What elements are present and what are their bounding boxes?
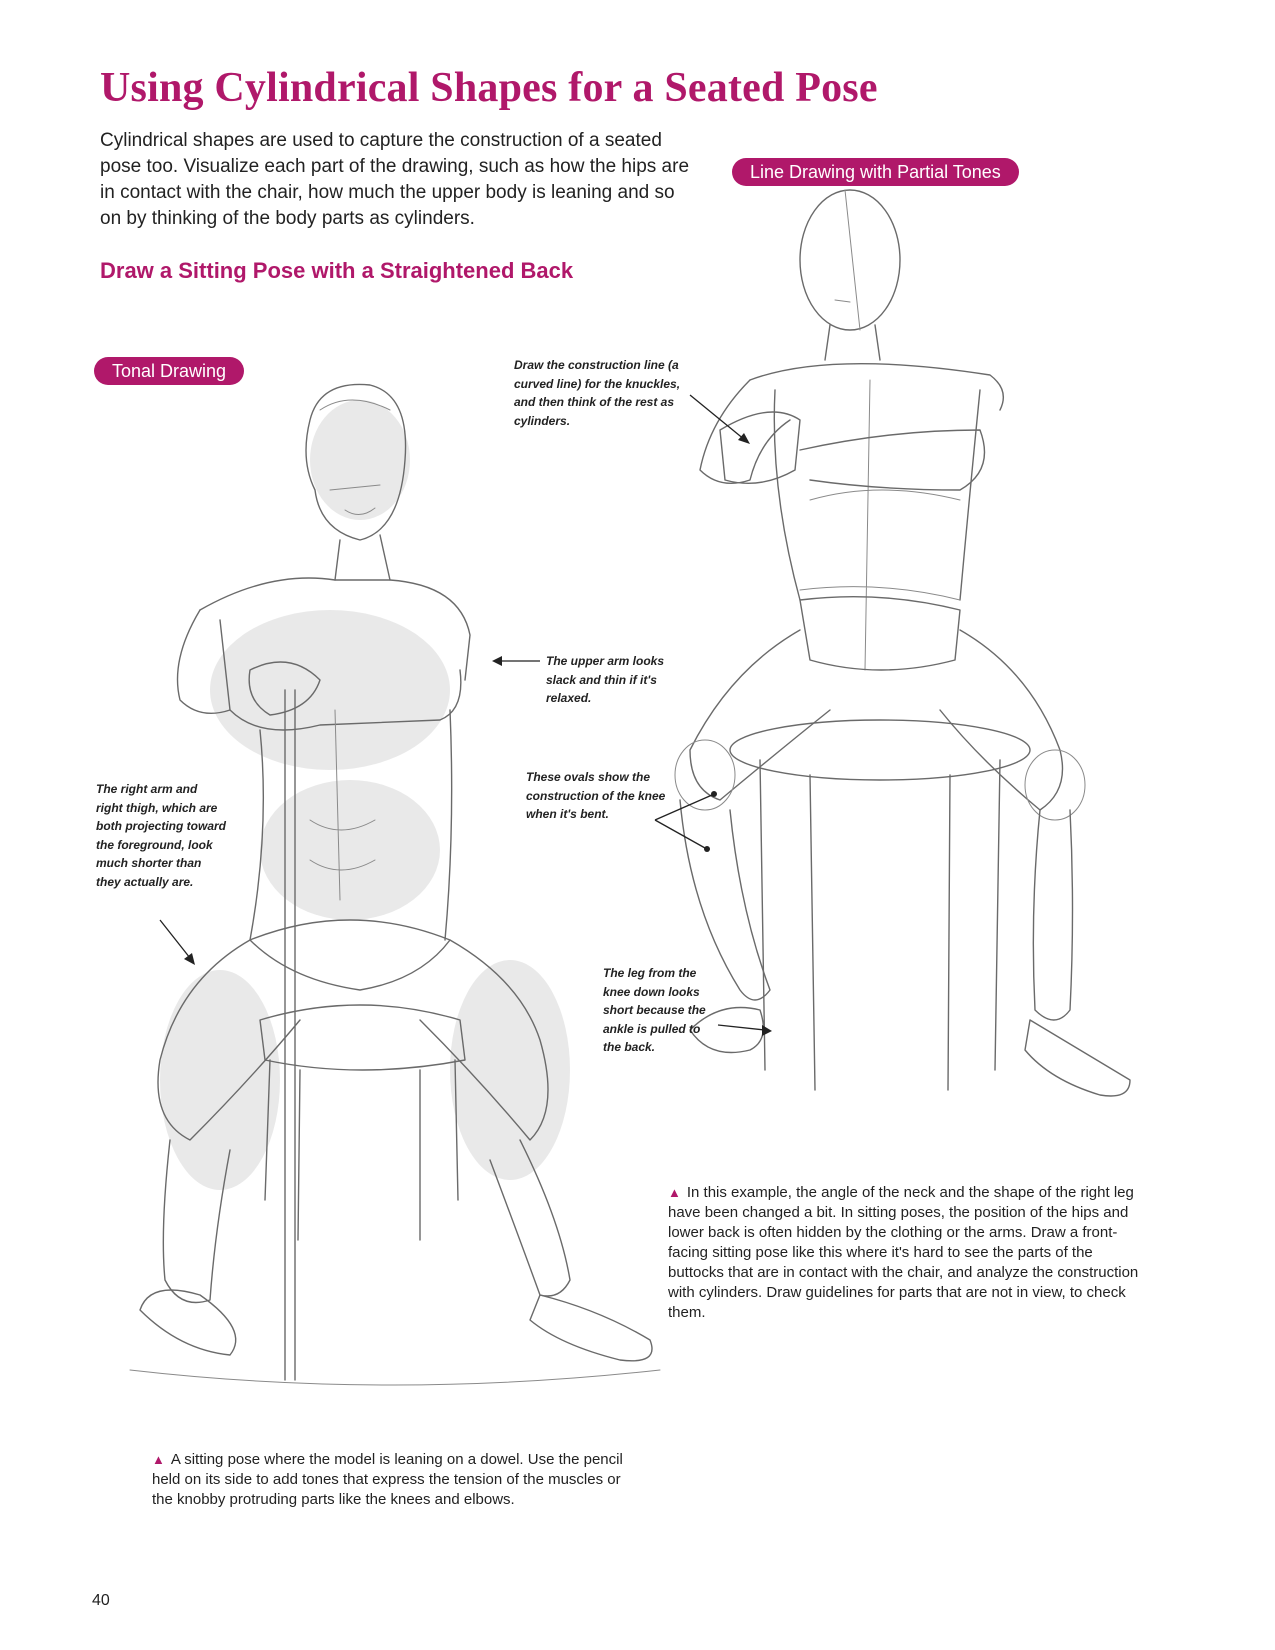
annotation-knee-ovals: These ovals show the construction of the knee when it's bent. [526, 770, 666, 821]
annotation-knuckles: Draw the construction line (a curved line) for the knuckles, and then think of the rest as cylinders. [514, 358, 681, 428]
caption-right-text: In this example, the angle of the neck and the shape of the right leg have been changed a bit. In sitting poses, the position of the hips and lower back is often hidden by the clothing or the arms. Draw a front-facing sitting pose like this where it's hard to see the parts of the buttocks that are in contact with the chair, and analyze the construction with cylinders. Draw guidelines for parts that are not in view, to check them. [668, 1184, 1139, 1321]
tonal-drawing-label: Tonal Drawing [94, 357, 244, 385]
triangle-bullet-icon: ▲ [152, 1452, 165, 1467]
page-title: Using Cylindrical Shapes for a Seated Pose [100, 65, 878, 111]
caption-left [152, 1450, 632, 1510]
page-number: 40 [92, 1592, 110, 1609]
line-drawing-label: Line Drawing with Partial Tones [732, 158, 1019, 186]
caption-left-text: A sitting pose where the model is leaning on a dowel. Use the pencil held on its side to add tones that express the tension of the muscles or the knobby protruding parts like the knees and elbows. [152, 1451, 623, 1508]
intro-paragraph: Cylindrical shapes are used to capture the construction of a seated pose too. Visualize each part of the drawing, such as how the hips are in contact with the chair, how much the upper body is leaning and so on by thinking of the body parts as cylinders. [100, 130, 690, 229]
triangle-bullet-icon: ▲ [668, 1185, 681, 1200]
annotation-upper-arm: The upper arm looks slack and thin if it's relaxed. [546, 654, 665, 705]
annotation-right-arm-thigh: The right arm and right thigh, which are both projecting toward the foreground, look much shorter than they actually are. [96, 782, 226, 889]
annotation-lower-leg: The leg from the knee down looks short because the ankle is pulled to the back. [603, 966, 706, 1054]
section-subheading: Draw a Sitting Pose with a Straightened Back [100, 258, 574, 283]
caption-right [668, 1183, 1148, 1323]
